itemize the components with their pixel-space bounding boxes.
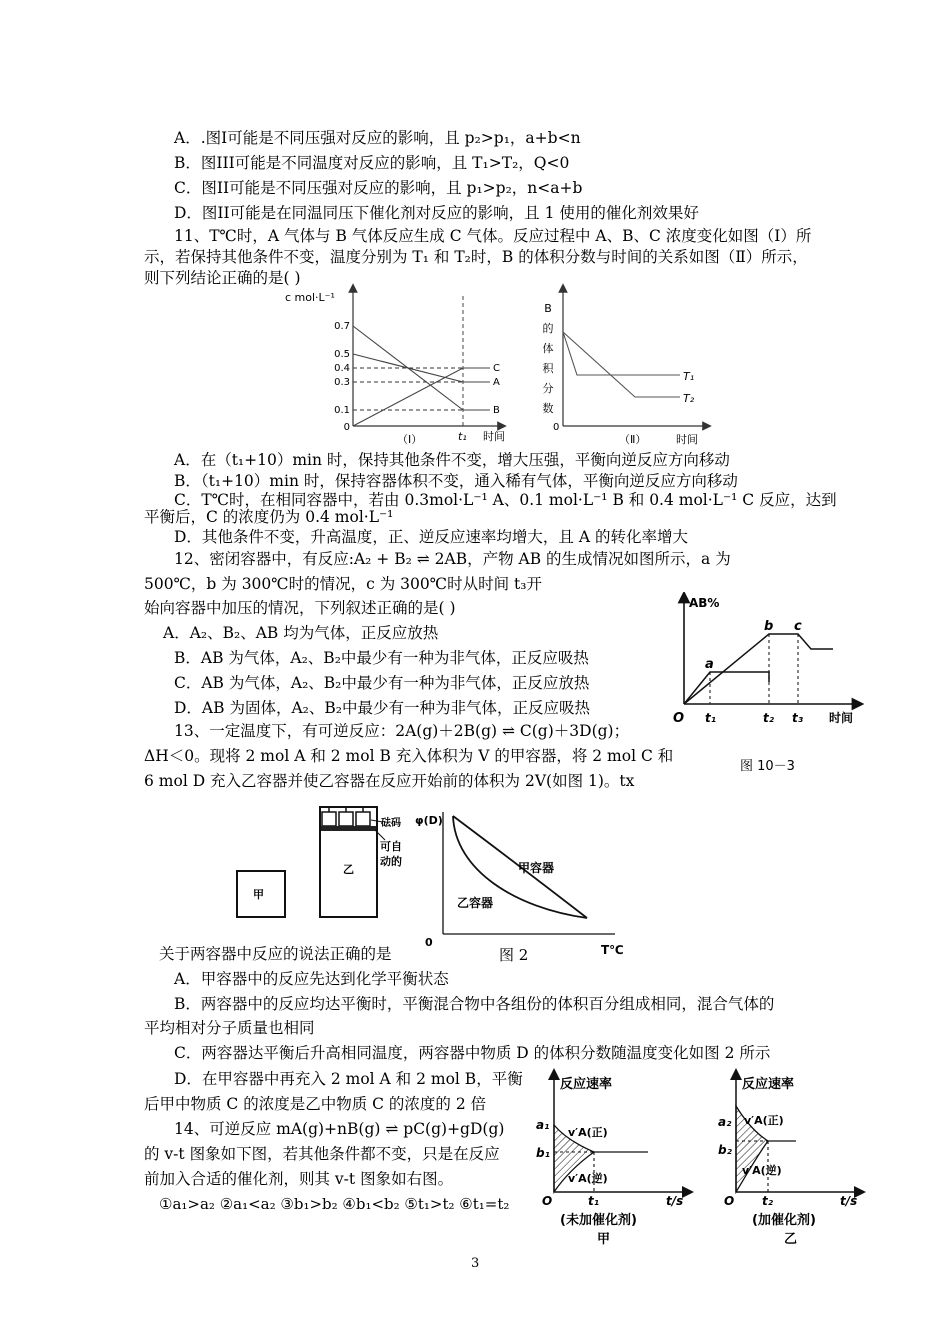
q13-fig2-origin: 0 xyxy=(425,936,433,949)
q11-figure-2 xyxy=(535,282,715,452)
q14-figure-a xyxy=(530,1066,710,1246)
q14-figa-name: 甲 xyxy=(597,1232,611,1246)
q13-figure-2 xyxy=(415,800,635,965)
q11-fig1-ytick: 0.1 xyxy=(334,405,350,416)
q10-option-a: A．.图I可能是不同压强对反应的影响，且 p₂>p₁，a+b<n xyxy=(174,129,581,147)
q13-fig1-piston: 可自 xyxy=(380,840,402,853)
q13-fig2-yi: 乙容器 xyxy=(457,896,494,910)
q13-ask: 关于两容器中反应的说法正确的是 xyxy=(159,945,392,963)
q13-option-c: C．两容器达平衡后升高相同温度，两容器中物质 D 的体积分数随温度变化如图 2 所示 xyxy=(174,1044,771,1062)
q13-option-a: A．甲容器中的反应先达到化学平衡状态 xyxy=(174,970,449,988)
q14-figb-note: (加催化剂) xyxy=(752,1213,816,1228)
q12-option-c: C．AB 为气体，A₂、B₂中最少有一种为非气体，正反应放热 xyxy=(174,674,590,692)
q13-fig2-ylabel: φ(D) xyxy=(415,814,443,827)
q11-figure-1 xyxy=(280,282,530,452)
q14-figb-ylabel: 反应速率 xyxy=(742,1077,795,1092)
q11-fig1-ytick: 0.5 xyxy=(334,349,350,360)
q14-stem-2: 的 v-t 图象如下图，若其他条件都不变，只是在反应 xyxy=(144,1145,500,1163)
q10-option-d: D．图II可能是在同温同压下催化剂对反应的影响，且 1 使用的催化剂效果好 xyxy=(174,204,699,222)
q11-fig2-origin: 0 xyxy=(553,422,560,433)
q11-stem-2: 示，若保持其他条件不变，温度分别为 T₁ 和 T₂时，B 的体积分数与时间的关系如图（Ⅱ）所示， xyxy=(144,248,808,266)
q14-stem-1: 14、可逆反应 mA(g)+nB(g) ⇌ pC(g)+gD(g) xyxy=(174,1120,505,1138)
q10-option-b: B．图III可能是不同温度对反应的影响，且 T₁>T₂，Q<0 xyxy=(174,154,570,172)
q12-stem-2: 500℃，b 为 300℃时的情况，c 为 300℃时从时间 t₃开 xyxy=(144,575,542,593)
q12-fig-label: a xyxy=(705,657,714,672)
q11-fig1-ytick: 0 xyxy=(343,422,350,433)
q12-fig-label: c xyxy=(794,619,802,634)
q11-fig1-caption: （Ⅰ） xyxy=(397,433,423,446)
q14-figb-xlabel: t/s xyxy=(840,1194,858,1208)
q11-fig2-ylabel-char: 积 xyxy=(542,362,554,375)
q11-fig2-ylabel-char: 的 xyxy=(542,322,554,335)
q11-fig1-ylabel: c mol·L⁻¹ xyxy=(285,291,335,304)
q13-fig2-caption: 图 2 xyxy=(499,946,529,964)
q10-option-c: C．图II可能是不同压强对反应的影响，且 p₁>p₂，n<a+b xyxy=(174,179,583,197)
q11-fig1-xlabel: 时间 xyxy=(483,430,505,443)
q13-stem-1: 13、一定温度下，有可逆反应：2A(g)＋2B(g) ⇌ C(g)＋3D(g)； xyxy=(174,722,630,740)
q14-figb-a: a₂ xyxy=(718,1115,732,1129)
q14-figa-ylabel: 反应速率 xyxy=(560,1077,613,1092)
q12-option-d: D．AB 为固体，A₂、B₂中最少有一种为非气体，正反应吸热 xyxy=(174,699,590,717)
q11-option-c-2: 平衡后，C 的浓度仍为 0.4 mol·L⁻¹ xyxy=(144,508,394,526)
q11-fig1-series: B xyxy=(493,405,500,416)
q13-fig1-jia: 甲 xyxy=(253,888,264,901)
q12-fig-xtick: t₁ xyxy=(705,711,716,725)
q11-fig2-caption: （Ⅱ） xyxy=(619,433,647,446)
q12-fig-label: b xyxy=(764,619,774,634)
q11-fig2-series: T₂ xyxy=(683,392,695,405)
q13-fig2-xlabel: T℃ xyxy=(601,943,624,957)
q11-stem-3: 则下列结论正确的是( ) xyxy=(144,269,301,287)
q12-fig-ylabel: AB% xyxy=(689,596,720,610)
q13-fig2-jia: 甲容器 xyxy=(518,861,555,875)
page-number: 3 xyxy=(471,1256,480,1271)
q14-figa-xlabel: t/s xyxy=(666,1194,684,1208)
q12-fig-origin: O xyxy=(673,711,685,726)
q11-fig1-series: C xyxy=(493,363,500,374)
q11-fig1-ytick: 0.7 xyxy=(334,321,350,332)
q13-option-d-2: 后甲中物质 C 的浓度是乙中物质 C 的浓度的 2 倍 xyxy=(144,1095,487,1113)
q11-option-d: D．其他条件不变，升高温度，正、逆反应速率均增大，且 A 的转化率增大 xyxy=(174,528,688,546)
q11-option-c-1: C．T℃时，在相同容器中，若由 0.3mol·L⁻¹ A、0.1 mol·L⁻¹ B 和 0.4 mol·L⁻¹ C 反应，达到 xyxy=(174,491,837,509)
q11-option-b: B．（t₁+10）min 时，保持容器体积不变，通入稀有气体，平衡向逆反应方向移动 xyxy=(174,472,738,490)
q13-fig1-weight: 砝码 xyxy=(381,818,401,829)
q12-option-b: B．AB 为气体，A₂、B₂中最少有一种为非气体，正反应吸热 xyxy=(174,649,589,667)
q14-figure-b xyxy=(712,1066,882,1246)
q13-stem-3: 6 mol D 充入乙容器并使乙容器在反应开始前的体积为 2V(如图 1)。tx xyxy=(144,772,635,790)
q14-stem-3: 前加入合适的催化剂，则其 v-t 图象如右图。 xyxy=(144,1170,454,1188)
q14-figb-vf: v′A(正) xyxy=(744,1114,784,1127)
q11-fig1-t1: t₁ xyxy=(458,430,467,443)
q14-figa-t: t₁ xyxy=(588,1194,599,1208)
q14-figa-a: a₁ xyxy=(536,1118,550,1132)
q12-figure xyxy=(668,592,868,782)
q14-figa-note: (未加催化剂) xyxy=(560,1213,637,1228)
q13-fig1-piston: 动的 xyxy=(380,855,402,868)
q13-fig1-yi: 乙 xyxy=(343,863,354,876)
q11-fig2-ylabel-char: 分 xyxy=(542,382,554,395)
q12-option-a: A．A₂、B₂、AB 均为气体，正反应放热 xyxy=(163,624,439,642)
q14-figa-vf: v′A(正) xyxy=(568,1126,608,1139)
q11-fig2-ylabel-char: 体 xyxy=(542,342,554,355)
q12-fig-xtick: t₃ xyxy=(792,711,803,725)
q11-stem-1: 11、T℃时，A 气体与 B 气体反应生成 C 气体。反应过程中 A、B、C 浓度变化如图（Ⅰ）所 xyxy=(174,227,812,245)
q13-option-d-1: D．在甲容器中再充入 2 mol A 和 2 mol B，平衡 xyxy=(174,1070,523,1088)
q14-figa-origin: O xyxy=(542,1194,553,1208)
q14-figa-b: b₁ xyxy=(536,1146,550,1160)
q12-stem-1: 12、密闭容器中，有反应:A₂ + B₂ ⇌ 2AB，产物 AB 的生成情况如图所示，a 为 xyxy=(174,550,731,568)
q14-figb-b: b₂ xyxy=(718,1143,732,1157)
q11-option-a: A．在（t₁+10）min 时，保持其他条件不变，增大压强，平衡向逆反应方向移动 xyxy=(174,451,730,469)
q14-figb-origin: O xyxy=(724,1194,735,1208)
q12-fig-caption: 图 10－3 xyxy=(740,759,795,774)
q13-stem-2: ΔH＜0。现将 2 mol A 和 2 mol B 充入体积为 V 的甲容器，将 2 mol C 和 xyxy=(144,747,674,765)
q11-fig2-series: T₁ xyxy=(683,370,695,383)
q11-fig2-xlabel: 时间 xyxy=(676,433,698,446)
q12-stem-3: 始向容器中加压的情况，下列叙述正确的是( ) xyxy=(144,599,456,617)
q12-fig-xlabel: 时间 xyxy=(829,711,854,725)
q14-options: ①a₁>a₂ ②a₁<a₂ ③b₁>b₂ ④b₁<b₂ ⑤t₁>t₂ ⑥t₁=t₂ xyxy=(159,1195,510,1213)
q14-figa-vr: v′A(逆) xyxy=(568,1172,608,1185)
q14-figb-t: t₂ xyxy=(762,1194,773,1208)
q13-option-b-1: B．两容器中的反应均达平衡时，平衡混合物中各组份的体积百分组成相同，混合气体的 xyxy=(174,995,775,1013)
q11-fig2-ylabel-char: 数 xyxy=(542,402,554,415)
q11-fig1-ytick: 0.4 xyxy=(334,363,350,374)
q12-fig-xtick: t₂ xyxy=(763,711,774,725)
q14-figb-name: 乙 xyxy=(784,1232,798,1246)
q14-figb-vr: v′A(逆) xyxy=(742,1164,782,1177)
q11-fig1-series: A xyxy=(493,377,500,388)
q13-option-b-2: 平均相对分子质量也相同 xyxy=(144,1019,315,1037)
q11-fig2-ylabel-char: B xyxy=(544,302,552,315)
q11-fig1-ytick: 0.3 xyxy=(334,377,350,388)
q13-figure-1 xyxy=(225,800,425,925)
